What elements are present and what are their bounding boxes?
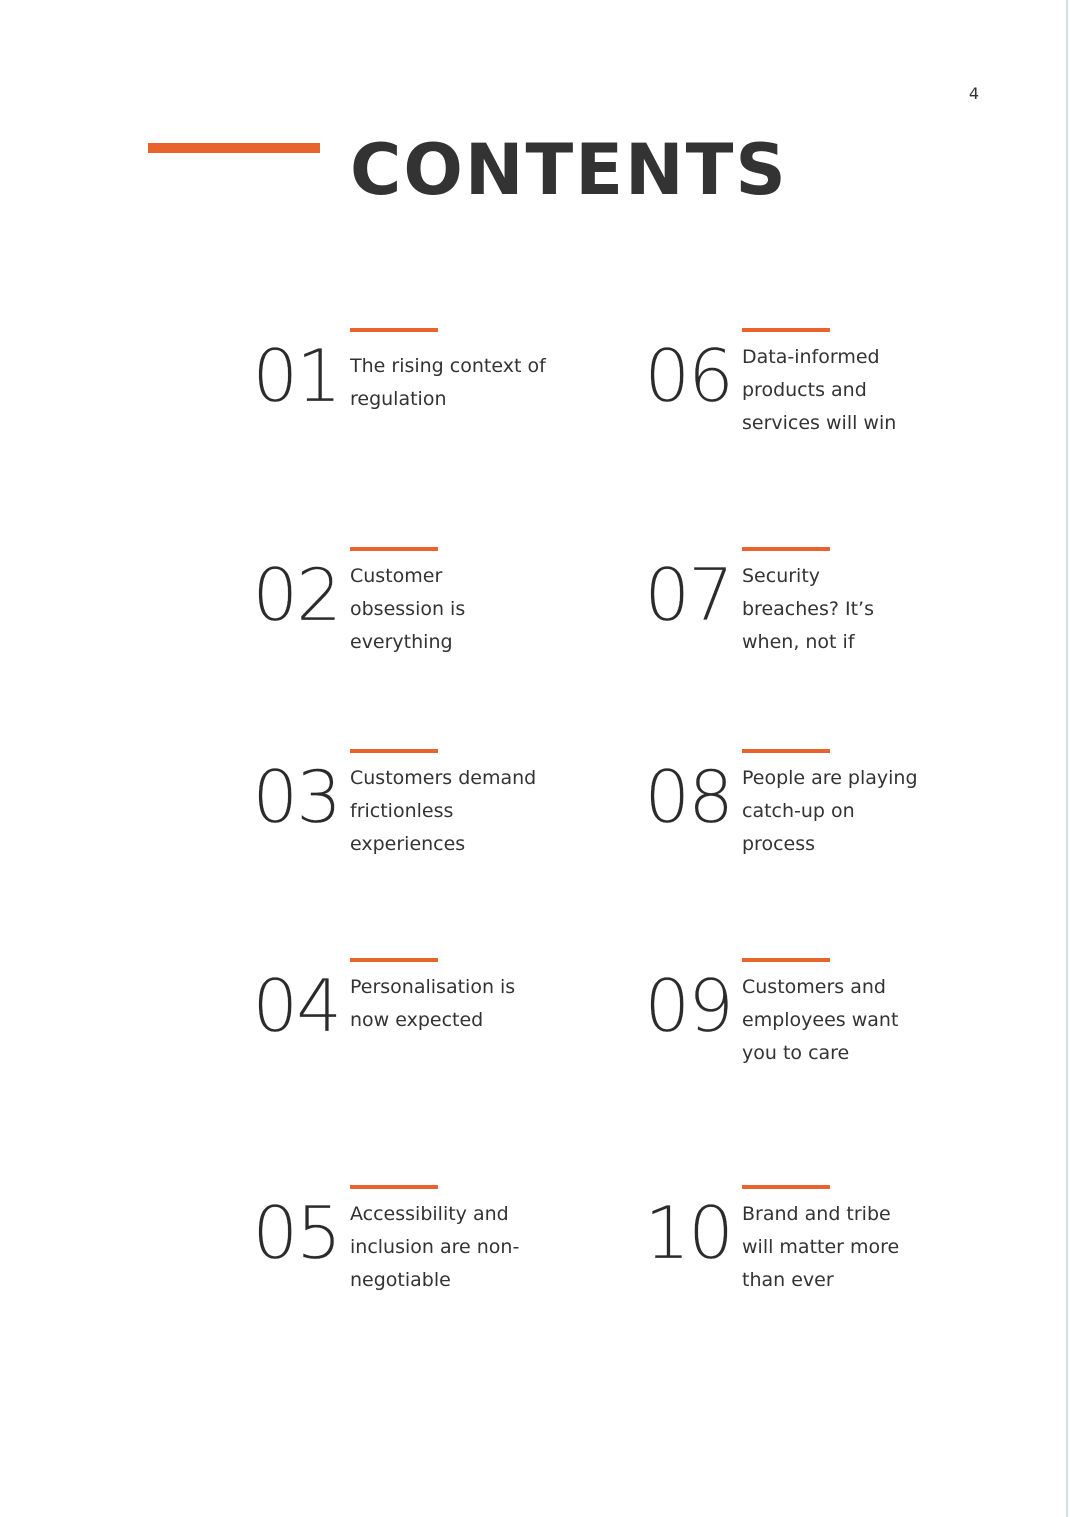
- page-edge-line: [1066, 0, 1068, 1517]
- entry-number: 09: [644, 964, 732, 1048]
- entry-title: Data-informed products and services will win: [742, 346, 897, 434]
- entry-title: Customers demand frictionless experiences: [350, 767, 537, 855]
- contents-entry-02[interactable]: [220, 547, 560, 697]
- contents-entry-05[interactable]: [220, 1185, 560, 1335]
- entry-number: 02: [252, 553, 340, 637]
- entry-title: Accessibility and inclusion are non-negotiable: [350, 1203, 520, 1291]
- entry-title: Brand and tribe will matter more than ever: [742, 1203, 900, 1291]
- contents-entry-03[interactable]: [220, 749, 560, 899]
- entry-accent-rule: [350, 1185, 438, 1189]
- entry-number: 06: [644, 334, 732, 418]
- entry-accent-rule: [742, 749, 830, 753]
- entry-accent-rule: [742, 547, 830, 551]
- entry-number: 04: [252, 964, 340, 1048]
- contents-entry-10[interactable]: [612, 1185, 952, 1335]
- entry-accent-rule: [742, 958, 830, 962]
- entry-accent-rule: [350, 547, 438, 551]
- entry-number: 05: [252, 1191, 340, 1275]
- contents-entry-09[interactable]: [612, 958, 952, 1108]
- entry-accent-rule: [742, 328, 830, 332]
- entry-accent-rule: [742, 1185, 830, 1189]
- contents-entry-01[interactable]: [220, 328, 560, 478]
- entry-title: People are playing catch-up on process: [742, 767, 918, 855]
- entry-number: 10: [644, 1191, 732, 1275]
- entry-accent-rule: [350, 958, 438, 962]
- entry-number: 03: [252, 755, 340, 839]
- entry-number: 01: [252, 334, 340, 418]
- page-number: 4: [968, 84, 980, 103]
- entry-title: Customer obsession is everything: [350, 565, 466, 653]
- entry-title: Customers and employees want you to care: [742, 976, 899, 1064]
- entry-number: 08: [644, 755, 732, 839]
- title-accent-bar: [148, 143, 320, 153]
- entry-title: Security breaches? It’s when, not if: [742, 565, 874, 653]
- entry-accent-rule: [350, 328, 438, 332]
- contents-entry-08[interactable]: [612, 749, 952, 899]
- contents-entry-04[interactable]: [220, 958, 560, 1108]
- page-title: CONTENTS: [350, 129, 788, 211]
- entry-number: 07: [644, 553, 732, 637]
- contents-entry-06[interactable]: [612, 328, 952, 478]
- contents-entry-07[interactable]: [612, 547, 952, 697]
- entry-title: Personalisation is now expected: [350, 976, 516, 1031]
- entry-accent-rule: [350, 749, 438, 753]
- entry-title: The rising context of regulation: [350, 355, 546, 410]
